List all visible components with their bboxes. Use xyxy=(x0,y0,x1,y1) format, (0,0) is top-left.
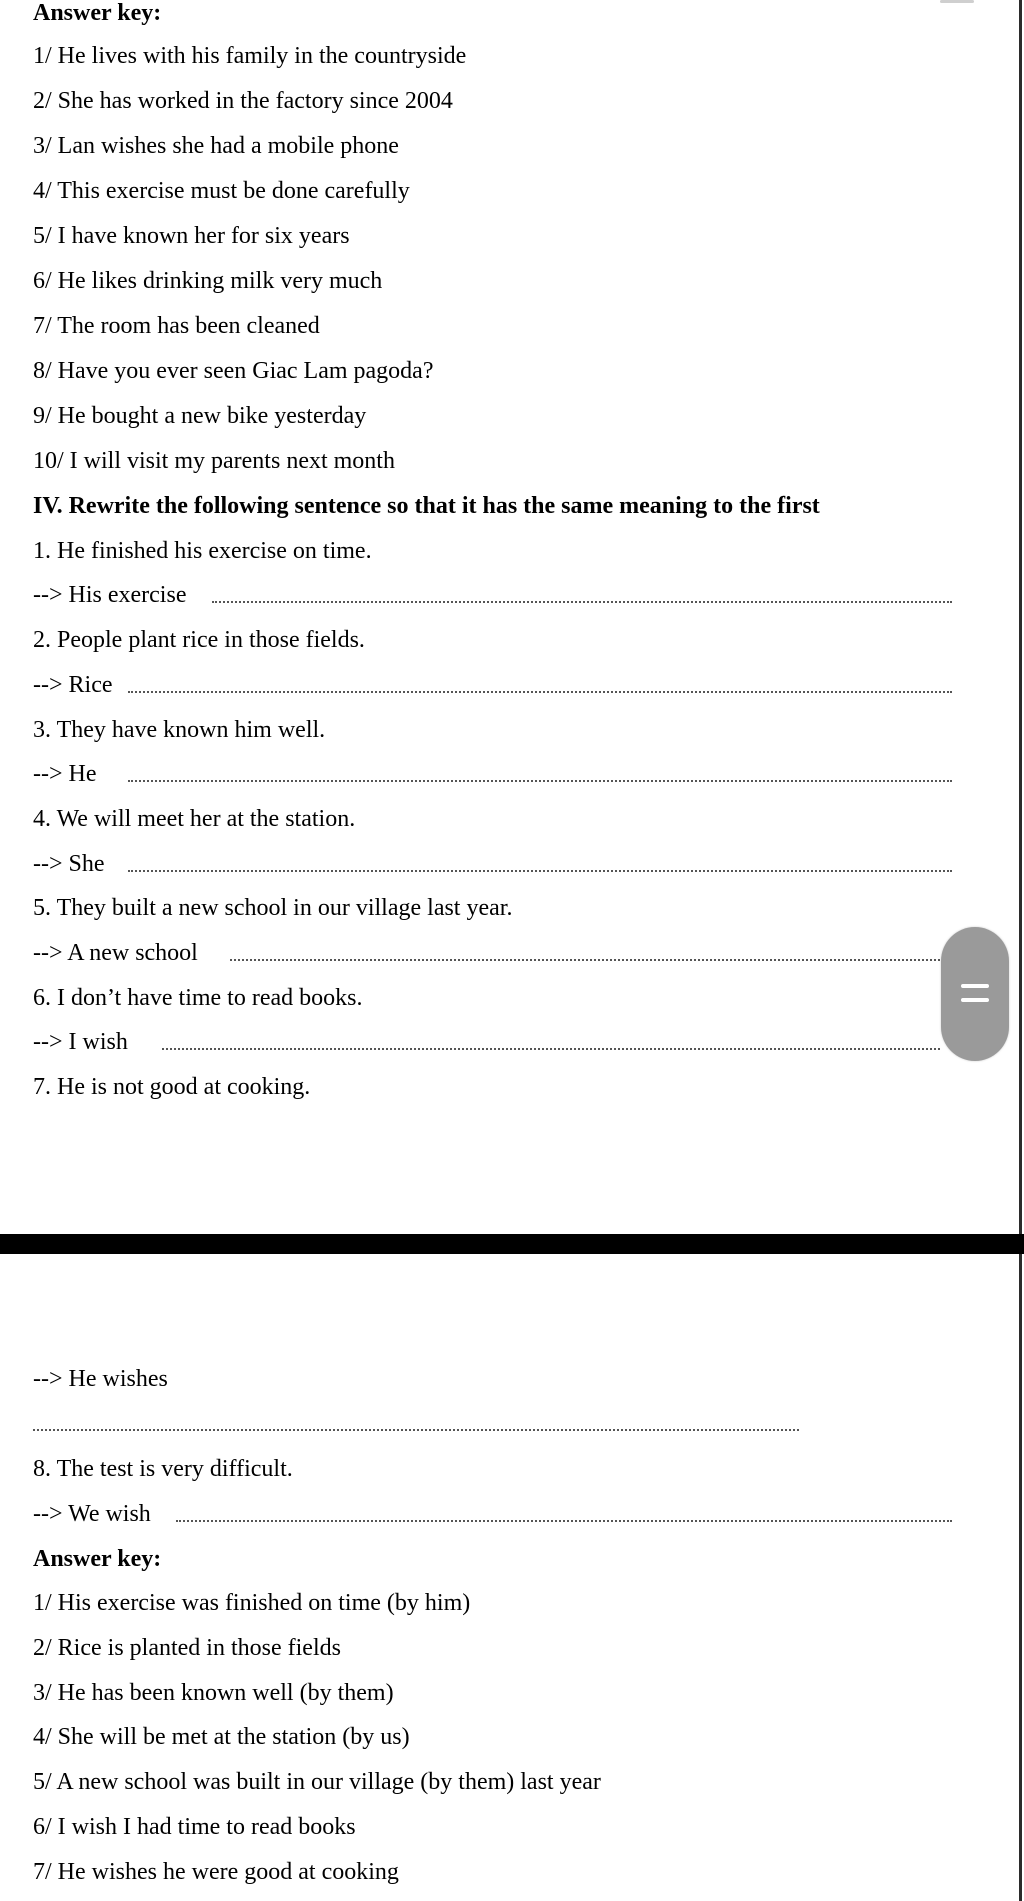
top-answer-item: 6/ He likes drinking milk very much xyxy=(33,268,383,294)
answer-blank-line[interactable] xyxy=(162,1048,940,1050)
bottom-answer-item: 4/ She will be met at the station (by us) xyxy=(33,1724,410,1750)
bottom-answer-key-heading: Answer key: xyxy=(33,1546,162,1572)
question-prompt: --> She xyxy=(33,851,105,877)
question-prompt: --> A new school xyxy=(33,940,198,966)
question-prompt: --> He wishes xyxy=(33,1366,168,1392)
question-prompt: --> We wish xyxy=(33,1501,151,1527)
bottom-answer-item: 2/ Rice is planted in those fields xyxy=(33,1635,341,1661)
answer-blank-line[interactable] xyxy=(230,959,940,961)
bottom-answer-item: 1/ His exercise was finished on time (by him) xyxy=(33,1590,471,1616)
top-answer-item: 10/ I will visit my parents next month xyxy=(33,448,395,474)
question-prompt: --> He xyxy=(33,761,97,787)
answer-blank-line[interactable] xyxy=(128,870,952,872)
bottom-answer-item: 5/ A new school was built in our village (by them) last year xyxy=(33,1769,601,1795)
question-sentence: 5. They built a new school in our village last year. xyxy=(33,895,513,921)
page-break-divider xyxy=(0,1234,1024,1254)
bottom-answer-item: 3/ He has been known well (by them) xyxy=(33,1680,394,1706)
grip-line-icon xyxy=(961,984,989,988)
answer-blank-line[interactable] xyxy=(128,691,952,693)
page-right-border-lower xyxy=(1019,1254,1022,1901)
bottom-answer-item: 7/ He wishes he were good at cooking xyxy=(33,1859,399,1885)
answer-blank-line[interactable] xyxy=(33,1429,799,1431)
question-sentence: 1. He finished his exercise on time. xyxy=(33,538,372,564)
question-sentence: 2. People plant rice in those fields. xyxy=(33,627,365,653)
top-answer-item: 3/ Lan wishes she had a mobile phone xyxy=(33,133,399,159)
question-prompt: --> Rice xyxy=(33,672,113,698)
grip-line-icon xyxy=(961,998,989,1002)
bottom-answer-item: 6/ I wish I had time to read books xyxy=(33,1814,356,1840)
question-sentence: 6. I don’t have time to read books. xyxy=(33,985,363,1011)
question-sentence: 4. We will meet her at the station. xyxy=(33,806,356,832)
answer-blank-line[interactable] xyxy=(212,601,952,603)
top-answer-key-heading: Answer key: xyxy=(33,0,162,26)
top-answer-item: 4/ This exercise must be done carefully xyxy=(33,178,410,204)
question-sentence: 7. He is not good at cooking. xyxy=(33,1074,311,1100)
top-edge-mark xyxy=(940,0,974,3)
page-right-border xyxy=(1019,0,1022,1240)
question-prompt: --> His exercise xyxy=(33,582,187,608)
answer-blank-line[interactable] xyxy=(128,780,952,782)
question-sentence: 8. The test is very difficult. xyxy=(33,1456,293,1482)
question-prompt: --> I wish xyxy=(33,1029,128,1055)
top-answer-item: 2/ She has worked in the factory since 2004 xyxy=(33,88,453,114)
top-answer-item: 1/ He lives with his family in the countryside xyxy=(33,43,467,69)
answer-blank-line[interactable] xyxy=(176,1520,952,1522)
top-answer-item: 7/ The room has been cleaned xyxy=(33,313,320,339)
section-iv-heading: IV. Rewrite the following sentence so that it has the same meaning to the first xyxy=(33,493,820,519)
top-answer-item: 9/ He bought a new bike yesterday xyxy=(33,403,367,429)
top-answer-item: 8/ Have you ever seen Giac Lam pagoda? xyxy=(33,358,434,384)
question-sentence: 3. They have known him well. xyxy=(33,717,326,743)
scroll-handle[interactable] xyxy=(941,927,1009,1061)
top-answer-item: 5/ I have known her for six years xyxy=(33,223,350,249)
